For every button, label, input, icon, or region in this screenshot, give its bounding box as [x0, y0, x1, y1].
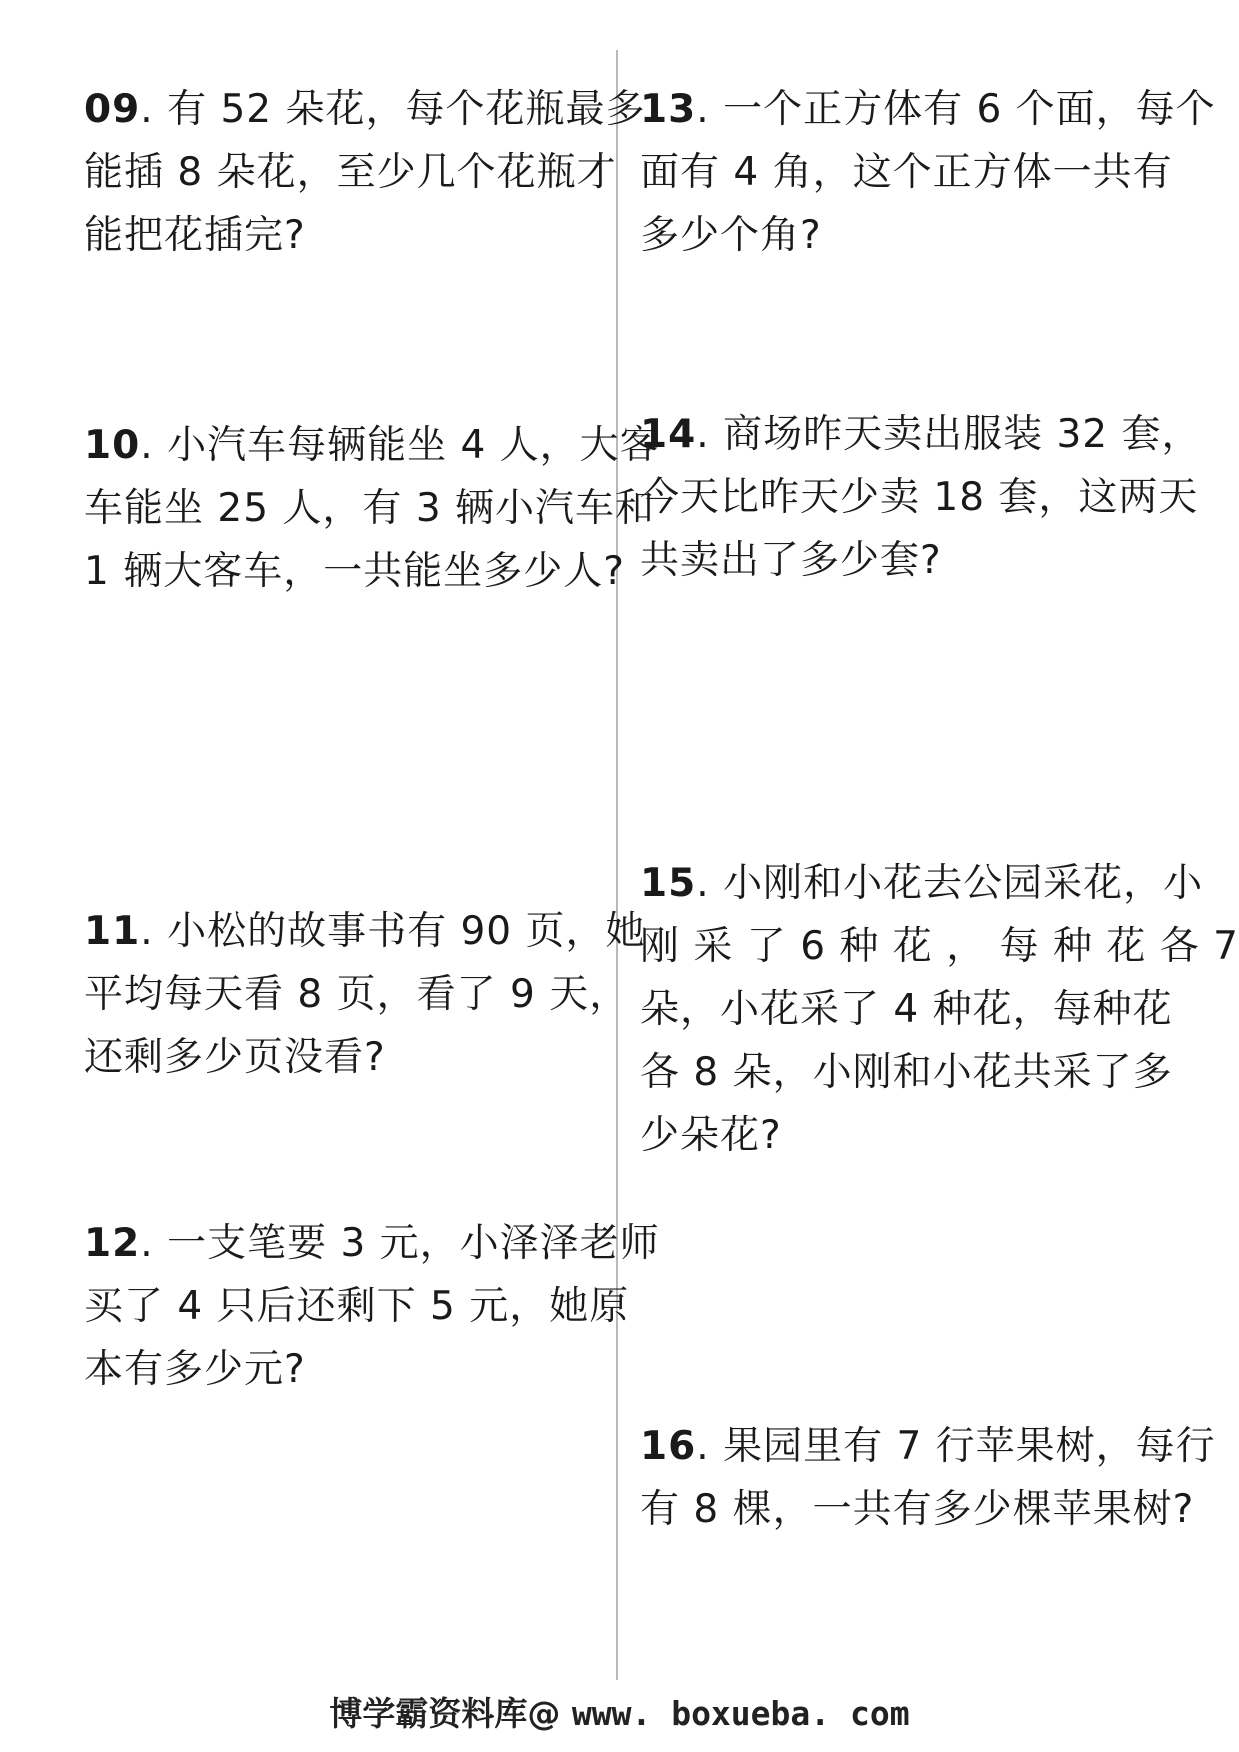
problem-text: 一支笔要 3 元，小泽泽老师	[167, 1221, 660, 1266]
problem-line: 刚 采 了 6 种 花 ， 每 种 花 各 7	[640, 924, 1239, 969]
footer-at: @	[527, 1694, 561, 1733]
problem-line: 14. 商场昨天卖出服装 32 套，	[640, 412, 1202, 457]
problem-line: 还剩多少页没看?	[84, 1035, 386, 1080]
problem-number: 12	[84, 1221, 141, 1266]
problem-line: 多少个角?	[640, 213, 822, 258]
problem-number: 14	[640, 412, 697, 457]
problem-text: 有 52 朵花，每个花瓶最多	[167, 87, 646, 132]
problem-number: 09	[84, 87, 141, 132]
problem-number: 16	[640, 1424, 697, 1469]
problem-text: 小松的故事书有 90 页，她	[167, 909, 646, 954]
problem-line: 朵，小花采了 4 种花，每种花	[640, 987, 1173, 1032]
problem-line: 11. 小松的故事书有 90 页，她	[84, 909, 646, 954]
problem-line: 有 8 棵，一共有多少棵苹果树?	[640, 1487, 1195, 1532]
problem-text: 商场昨天卖出服装 32 套，	[723, 412, 1202, 457]
problem-line: 能插 8 朵花，至少几个花瓶才	[84, 150, 617, 195]
problem-line: 13. 一个正方体有 6 个面，每个	[640, 87, 1216, 132]
problem-number: 15	[640, 861, 697, 906]
footer-watermark	[0, 1688, 1239, 1735]
problem-line: 少朵花?	[640, 1113, 782, 1158]
problem-13	[640, 78, 1216, 267]
problem-line: 12. 一支笔要 3 元，小泽泽老师	[84, 1221, 660, 1266]
problem-16	[640, 1415, 1216, 1541]
problem-line: 今天比昨天少卖 18 套，这两天	[640, 475, 1199, 520]
problem-15	[640, 852, 1239, 1167]
problem-09	[84, 78, 646, 267]
problem-text: 一个正方体有 6 个面，每个	[723, 87, 1216, 132]
problem-text: 小刚和小花去公园采花，小	[723, 861, 1204, 906]
problem-text: 小汽车每辆能坐 4 人，大客	[167, 423, 660, 468]
problem-number: 10	[84, 423, 141, 468]
problem-line: 09. 有 52 朵花，每个花瓶最多	[84, 87, 646, 132]
problem-number: 13	[640, 87, 697, 132]
problem-number: 11	[84, 909, 141, 954]
column-divider	[616, 50, 618, 1680]
problem-line: 1 辆大客车，一共能坐多少人?	[84, 549, 625, 594]
problem-line: 10. 小汽车每辆能坐 4 人，大客	[84, 423, 660, 468]
problem-line: 买了 4 只后还剩下 5 元，她原	[84, 1284, 630, 1329]
problem-line: 16. 果园里有 7 行苹果树，每行	[640, 1424, 1216, 1469]
problem-line: 各 8 朵，小刚和小花共采了多	[640, 1050, 1173, 1095]
problem-14	[640, 403, 1202, 592]
problem-11	[84, 900, 646, 1089]
problem-line: 能把花插完?	[84, 213, 306, 258]
problem-line: 面有 4 角，这个正方体一共有	[640, 150, 1173, 195]
footer-url: www. boxueba. com	[571, 1694, 910, 1733]
footer-site-name: 博学霸资料库	[329, 1694, 528, 1733]
problem-12	[84, 1212, 660, 1401]
problem-line: 车能坐 25 人，有 3 辆小汽车和	[84, 486, 656, 531]
problem-line: 平均每天看 8 页，看了 9 天，	[84, 972, 630, 1017]
problem-line: 共卖出了多少套?	[640, 538, 942, 583]
problem-line: 15. 小刚和小花去公园采花，小	[640, 861, 1204, 906]
problem-line: 本有多少元?	[84, 1347, 306, 1392]
problem-text: 果园里有 7 行苹果树，每行	[723, 1424, 1216, 1469]
problem-10	[84, 414, 660, 603]
